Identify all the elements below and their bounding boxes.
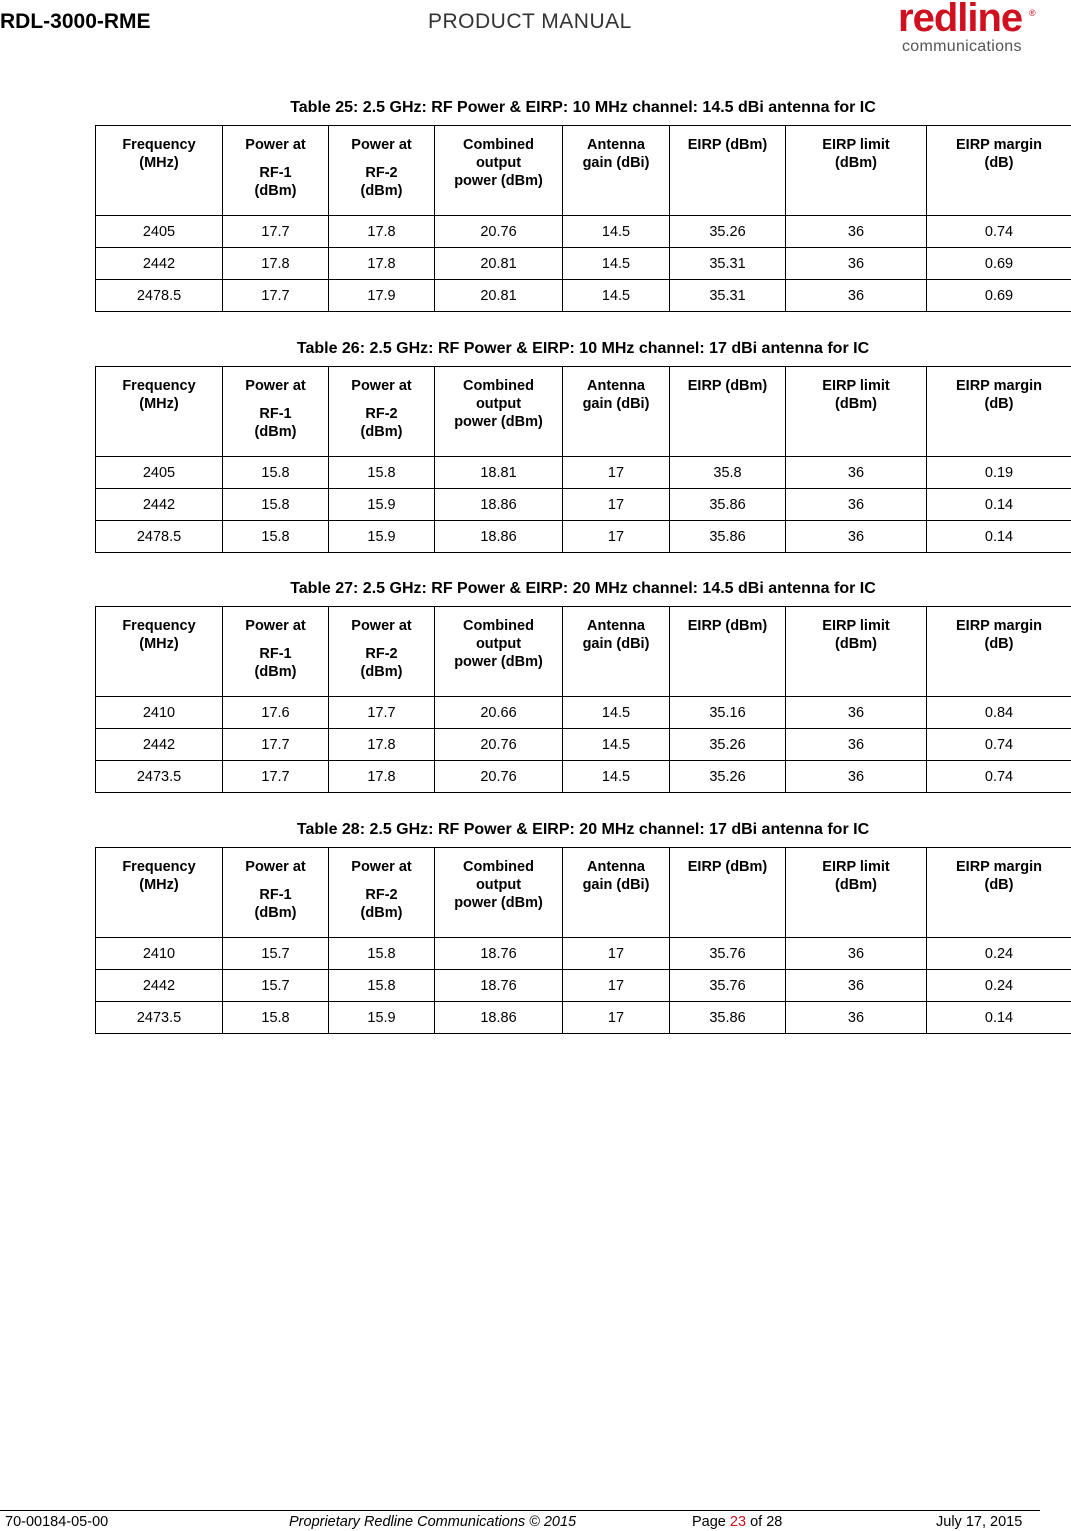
table-cell: 36: [786, 970, 927, 1002]
column-header-line: EIRP margin: [956, 859, 1042, 875]
column-header-line: Power at: [245, 378, 306, 394]
table-cell: 17.6: [223, 697, 329, 729]
column-header: [223, 126, 329, 216]
table-cell: 35.86: [670, 489, 786, 521]
table-cell: 2473.5: [96, 1002, 223, 1034]
table-cell: 17.7: [223, 729, 329, 761]
table-cell: 17.8: [329, 248, 435, 280]
column-header-line: (MHz): [139, 636, 179, 652]
column-header-line: output: [475, 155, 522, 171]
table-row: [96, 761, 1071, 793]
column-header: [329, 126, 435, 216]
column-header-line: EIRP margin: [956, 137, 1042, 153]
column-header: [96, 126, 223, 216]
table-cell: 36: [786, 697, 927, 729]
table-cell: 20.81: [435, 280, 563, 312]
table-cell: 0.14: [927, 1002, 1071, 1034]
table-cell: 35.86: [670, 1002, 786, 1034]
column-header: [786, 367, 927, 457]
table-cell: 36: [786, 938, 927, 970]
column-header-line: Power at: [351, 378, 412, 394]
table-cell: 0.24: [927, 938, 1071, 970]
table-row: [96, 216, 1071, 248]
table-cell: 35.76: [670, 938, 786, 970]
table-cell: 2478.5: [96, 280, 223, 312]
table-cell: 17: [563, 1002, 670, 1034]
column-header-line: gain (dBi): [582, 396, 650, 412]
table-row: [96, 457, 1071, 489]
column-header-line: (dBm): [254, 905, 297, 921]
table-cell: 36: [786, 521, 927, 553]
table-cell: 15.8: [223, 521, 329, 553]
column-header: [435, 367, 563, 457]
table-cell: 35.16: [670, 697, 786, 729]
table-cell: 35.26: [670, 761, 786, 793]
table-cell: 17.8: [329, 216, 435, 248]
table-cell: 14.5: [563, 216, 670, 248]
column-header-line: RF-1: [259, 406, 292, 422]
column-header-line: Antenna: [587, 618, 645, 634]
table-row: [96, 280, 1071, 312]
column-header-line: (MHz): [139, 155, 179, 171]
table-cell: 18.76: [435, 970, 563, 1002]
column-header: [927, 367, 1071, 457]
table-header-row: [96, 367, 1071, 457]
column-header-line: EIRP limit: [822, 378, 890, 394]
column-header-line: Power at: [245, 137, 306, 153]
column-header: [96, 367, 223, 457]
rf-power-table: [95, 847, 1071, 1034]
table-cell: 35.31: [670, 248, 786, 280]
document-type: PRODUCT MANUAL: [428, 10, 632, 33]
table-cell: 15.8: [223, 489, 329, 521]
table-cell: 14.5: [563, 761, 670, 793]
table-caption: Table 25: 2.5 GHz: RF Power & EIRP: 10 MHz channel: 14.5 dBi antenna for IC: [290, 99, 876, 116]
column-header: [927, 607, 1071, 697]
table-cell: 36: [786, 248, 927, 280]
column-header-line: Power at: [351, 137, 412, 153]
column-header-line: output: [475, 877, 522, 893]
column-header-line: EIRP limit: [822, 618, 890, 634]
page-number: 23: [729, 1514, 747, 1530]
column-header-line: (dB): [984, 155, 1014, 171]
column-header-line: (dBm): [360, 905, 403, 921]
table-cell: 17.8: [223, 248, 329, 280]
rf-power-table: [95, 606, 1071, 793]
column-header-line: (dBm): [360, 424, 403, 440]
column-header: [786, 848, 927, 938]
table-cell: 14.5: [563, 729, 670, 761]
column-header: [670, 607, 786, 697]
column-header: [563, 607, 670, 697]
logo-word: redline: [898, 0, 1023, 40]
column-header-line: RF-1: [259, 646, 292, 662]
table-cell: 0.74: [927, 761, 1071, 793]
column-header-line: Power at: [245, 618, 306, 634]
column-header-line: (dBm): [835, 155, 877, 171]
column-header-line: RF-2: [365, 406, 398, 422]
redline-logo: [896, 2, 1041, 58]
table-row: [96, 938, 1071, 970]
table-cell: 17.8: [329, 729, 435, 761]
table-header-row: [96, 126, 1071, 216]
table-cell: 35.31: [670, 280, 786, 312]
column-header-line: (dB): [984, 636, 1014, 652]
table-cell: 2442: [96, 970, 223, 1002]
table-cell: 17: [563, 489, 670, 521]
column-header-line: Frequency: [122, 859, 196, 875]
table-cell: 35.26: [670, 216, 786, 248]
table-cell: 14.5: [563, 248, 670, 280]
table-cell: 17: [563, 521, 670, 553]
column-header-line: RF-2: [365, 165, 398, 181]
column-header-line: EIRP limit: [822, 859, 890, 875]
table-cell: 35.26: [670, 729, 786, 761]
rf-power-table: [95, 366, 1071, 553]
table-cell: 20.76: [435, 761, 563, 793]
column-header: [563, 367, 670, 457]
table-cell: 36: [786, 729, 927, 761]
table-cell: 15.8: [329, 938, 435, 970]
column-header: [329, 848, 435, 938]
table-cell: 2442: [96, 489, 223, 521]
column-header-line: Frequency: [122, 618, 196, 634]
table-cell: 0.84: [927, 697, 1071, 729]
column-header-line: (dB): [984, 396, 1014, 412]
column-header-line: Combined: [463, 618, 534, 634]
column-header: [670, 126, 786, 216]
table-cell: 2442: [96, 248, 223, 280]
table-cell: 17.7: [223, 761, 329, 793]
table-cell: 36: [786, 761, 927, 793]
column-header-line: power (dBm): [454, 173, 543, 189]
column-header: [329, 367, 435, 457]
table-cell: 15.7: [223, 938, 329, 970]
table-cell: 15.7: [223, 970, 329, 1002]
table-cell: 15.9: [329, 521, 435, 553]
column-header-line: power (dBm): [454, 654, 543, 670]
table-cell: 36: [786, 216, 927, 248]
table-cell: 0.24: [927, 970, 1071, 1002]
table-cell: 36: [786, 1002, 927, 1034]
table-row: [96, 521, 1071, 553]
table-cell: 2410: [96, 938, 223, 970]
table-cell: 20.76: [435, 729, 563, 761]
column-header-line: EIRP (dBm): [687, 378, 768, 394]
table-cell: 0.14: [927, 521, 1071, 553]
table-cell: 35.8: [670, 457, 786, 489]
table-cell: 17.9: [329, 280, 435, 312]
table-header-row: [96, 607, 1071, 697]
table-cell: 15.9: [329, 1002, 435, 1034]
table-cell: 35.86: [670, 521, 786, 553]
column-header: [927, 848, 1071, 938]
table-cell: 17.7: [329, 697, 435, 729]
table-row: [96, 729, 1071, 761]
table-cell: 35.76: [670, 970, 786, 1002]
document-model: RDL-3000-RME: [0, 10, 151, 33]
column-header: [435, 126, 563, 216]
table-cell: 36: [786, 489, 927, 521]
table-cell: 20.66: [435, 697, 563, 729]
logo-subtitle: communications: [902, 38, 1022, 55]
column-header: [435, 848, 563, 938]
table-row: [96, 970, 1071, 1002]
column-header: [927, 126, 1071, 216]
table-cell: 2442: [96, 729, 223, 761]
table-caption: Table 27: 2.5 GHz: RF Power & EIRP: 20 MHz channel: 14.5 dBi antenna for IC: [290, 580, 876, 597]
table-cell: 2405: [96, 216, 223, 248]
column-header-line: Antenna: [587, 859, 645, 875]
column-header-line: (dBm): [360, 664, 403, 680]
column-header-line: (dBm): [835, 636, 877, 652]
table-cell: 36: [786, 457, 927, 489]
logo-registered-mark: ®: [1029, 8, 1036, 18]
column-header-line: gain (dBi): [582, 155, 650, 171]
table-caption: Table 28: 2.5 GHz: RF Power & EIRP: 20 MHz channel: 17 dBi antenna for IC: [296, 821, 870, 838]
table-cell: 18.86: [435, 489, 563, 521]
column-header-line: EIRP limit: [822, 137, 890, 153]
table-cell: 0.14: [927, 489, 1071, 521]
table-cell: 15.8: [329, 970, 435, 1002]
column-header-line: (dBm): [254, 424, 297, 440]
table-cell: 36: [786, 280, 927, 312]
column-header-line: gain (dBi): [582, 877, 650, 893]
footer-page-indicator: [692, 1514, 782, 1530]
column-header-line: Power at: [351, 859, 412, 875]
table-cell: 14.5: [563, 280, 670, 312]
table-cell: 15.8: [223, 457, 329, 489]
column-header-line: RF-2: [365, 646, 398, 662]
column-header-line: (dBm): [835, 877, 877, 893]
table-cell: 2473.5: [96, 761, 223, 793]
column-header-line: Frequency: [122, 378, 196, 394]
table-row: [96, 1002, 1071, 1034]
column-header: [786, 126, 927, 216]
column-header: [670, 848, 786, 938]
column-header: [435, 607, 563, 697]
column-header-line: output: [475, 396, 522, 412]
table-cell: 17.7: [223, 280, 329, 312]
column-header-line: power (dBm): [454, 895, 543, 911]
column-header: [223, 607, 329, 697]
table-row: [96, 697, 1071, 729]
table-cell: 18.76: [435, 938, 563, 970]
column-header-line: RF-1: [259, 165, 292, 181]
column-header-line: Combined: [463, 137, 534, 153]
column-header-line: power (dBm): [454, 414, 543, 430]
column-header-line: (dB): [984, 877, 1014, 893]
table-cell: 0.19: [927, 457, 1071, 489]
column-header: [96, 848, 223, 938]
column-header-line: gain (dBi): [582, 636, 650, 652]
table-cell: 2410: [96, 697, 223, 729]
table-cell: 17.7: [223, 216, 329, 248]
table-cell: 15.9: [329, 489, 435, 521]
column-header-line: (dBm): [835, 396, 877, 412]
column-header-line: Antenna: [587, 137, 645, 153]
table-row: [96, 489, 1071, 521]
column-header-line: Combined: [463, 378, 534, 394]
table-cell: 15.8: [223, 1002, 329, 1034]
table-caption: Table 26: 2.5 GHz: RF Power & EIRP: 10 MHz channel: 17 dBi antenna for IC: [296, 340, 870, 357]
column-header-line: EIRP (dBm): [687, 618, 768, 634]
table-cell: 0.74: [927, 729, 1071, 761]
column-header-line: (dBm): [360, 183, 403, 199]
table-cell: 2405: [96, 457, 223, 489]
column-header-line: EIRP (dBm): [687, 859, 768, 875]
table-cell: 0.69: [927, 280, 1071, 312]
column-header: [670, 367, 786, 457]
column-header-line: RF-1: [259, 887, 292, 903]
column-header: [223, 367, 329, 457]
column-header-line: output: [475, 636, 522, 652]
column-header: [96, 607, 223, 697]
column-header-line: (dBm): [254, 664, 297, 680]
table-cell: 2478.5: [96, 521, 223, 553]
table-cell: 18.86: [435, 1002, 563, 1034]
column-header: [563, 126, 670, 216]
page-prefix: Page: [692, 1514, 730, 1530]
table-header-row: [96, 848, 1071, 938]
table-cell: 0.69: [927, 248, 1071, 280]
column-header: [329, 607, 435, 697]
column-header-line: EIRP (dBm): [687, 137, 768, 153]
column-header-line: EIRP margin: [956, 618, 1042, 634]
rf-power-table: [95, 125, 1071, 312]
table-cell: 0.74: [927, 216, 1071, 248]
table-cell: 17: [563, 938, 670, 970]
column-header-line: Antenna: [587, 378, 645, 394]
table-row: [96, 248, 1071, 280]
footer-date: July 17, 2015: [936, 1514, 1023, 1530]
table-cell: 20.81: [435, 248, 563, 280]
table-cell: 17: [563, 457, 670, 489]
table-cell: 15.8: [329, 457, 435, 489]
footer-divider: [0, 1510, 1040, 1511]
footer-copyright: Proprietary Redline Communications © 2015: [289, 1514, 577, 1530]
column-header-line: Power at: [351, 618, 412, 634]
column-header: [786, 607, 927, 697]
column-header-line: Frequency: [122, 137, 196, 153]
column-header-line: RF-2: [365, 887, 398, 903]
footer-doc-number: 70-00184-05-00: [5, 1514, 109, 1530]
column-header-line: Power at: [245, 859, 306, 875]
column-header-line: (dBm): [254, 183, 297, 199]
column-header-line: EIRP margin: [956, 378, 1042, 394]
table-cell: 17: [563, 970, 670, 1002]
column-header-line: (MHz): [139, 396, 179, 412]
table-cell: 18.81: [435, 457, 563, 489]
column-header-line: Combined: [463, 859, 534, 875]
table-cell: 14.5: [563, 697, 670, 729]
table-cell: 18.86: [435, 521, 563, 553]
column-header: [563, 848, 670, 938]
column-header-line: (MHz): [139, 877, 179, 893]
column-header: [223, 848, 329, 938]
table-cell: 17.8: [329, 761, 435, 793]
page-suffix: of 28: [746, 1514, 783, 1530]
table-cell: 20.76: [435, 216, 563, 248]
